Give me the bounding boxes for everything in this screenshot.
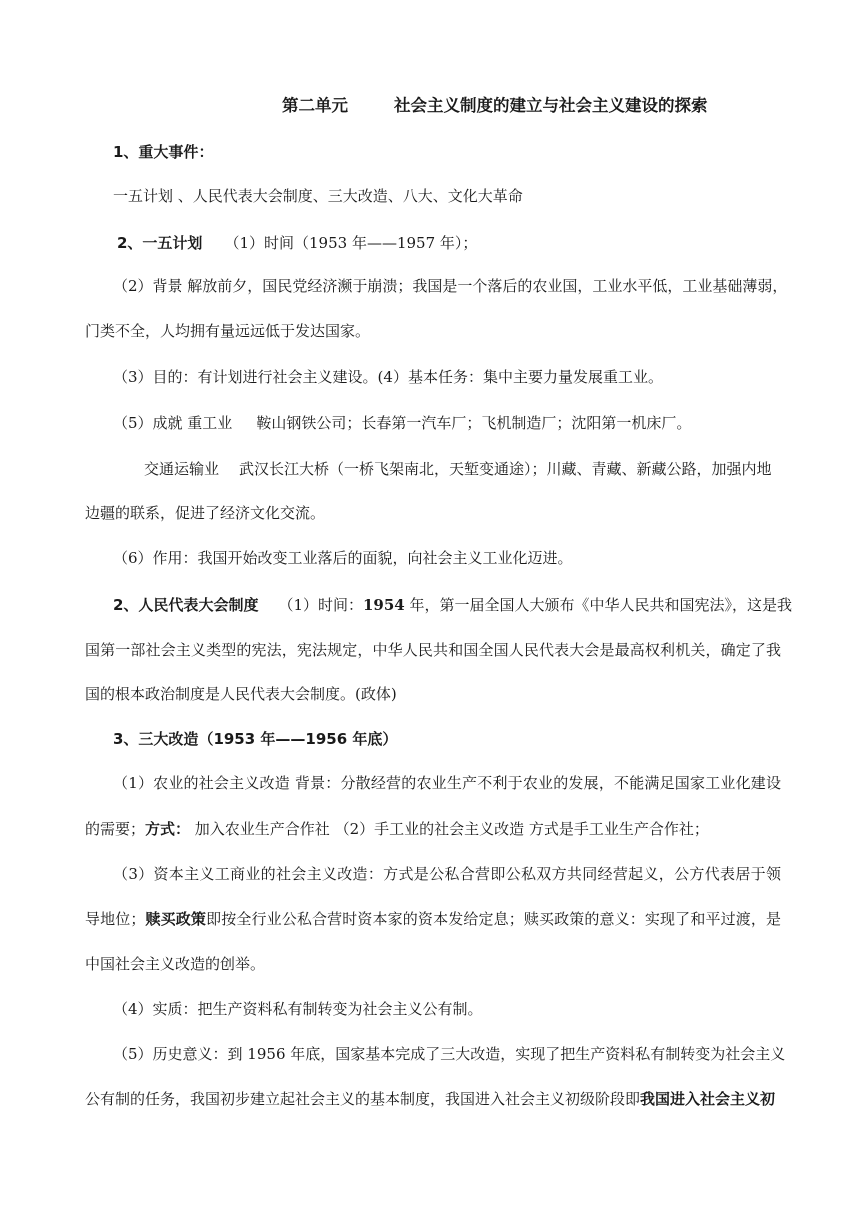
agriculture-reform-line-2 (85, 818, 709, 840)
agriculture-reform-line-1: （1）农业的社会主义改造 背景：分散经营的农业生产不利于农业的发展，不能满足国家工业化建设 (113, 774, 781, 792)
significance-line-2 (85, 1088, 775, 1110)
transport-line-2: 边疆的联系，促进了经济文化交流。 (85, 504, 326, 522)
significance-bold-text: 我国进入社会主义初 (640, 1090, 776, 1108)
title-subject: 社会主义制度的建立与社会主义建设的探索 (394, 96, 708, 115)
section-heading-events: 1、重大事件： (113, 143, 214, 161)
agri-method-rest: 加入农业生产合作社 （2）手工业的社会主义改造 方式是手工业生产合作社； (190, 820, 709, 838)
npc-year: 1954 (363, 596, 405, 614)
purpose-task: （3）目的：有计划进行社会主义建设。(4）基本任务：集中主要力量发展重工业。 (113, 368, 663, 386)
background-line-2: 门类不全，人均拥有量远远低于发达国家。 (85, 322, 371, 340)
five-year-plan-time: （1）时间（1953 年——1957 年）； (224, 234, 478, 252)
background-line-1: （2）背景 解放前夕，国民党经济濒于崩溃；我国是一个落后的农业国，工业水平低，工业基础薄弱， (113, 277, 788, 295)
transport-line-1 (144, 458, 772, 480)
capitalist-reform-line-2 (85, 908, 781, 930)
npc-line-3: 国的根本政治制度是人民代表大会制度。(政体) (85, 685, 397, 703)
heavy-industry-items: 鞍山钢铁公司；长春第一汽车厂；飞机制造厂；沈阳第一机床厂。 (256, 414, 692, 432)
transport-items: 武汉长江大桥（一桥飞架南北，天堑变通途）；川藏、青藏、新藏公路，加强内地 (239, 460, 772, 478)
npc-line-1-rest: 年，第一届全国人大颁布《中华人民共和国宪法》，这是我 (404, 596, 793, 614)
agri-need: 的需要； (85, 820, 146, 838)
significance-text: 公有制的任务，我国初步建立起社会主义的基本制度，我国进入社会主义初级阶段即 (85, 1090, 641, 1108)
redemption-policy-term: 赎买政策 (145, 910, 207, 928)
agri-method-label: 方式： (145, 820, 191, 838)
npc-line-2: 国第一部社会主义类型的宪法，宪法规定，中华人民共和国全国人民代表大会是最高权利机关，确定了我 (85, 641, 781, 659)
transport-label: 交通运输业 (144, 460, 220, 478)
capitalist-reform-line-3: 中国社会主义改造的创举。 (85, 955, 266, 973)
npc-time-label: （1）时间： (278, 596, 363, 614)
title-unit: 第二单元 (282, 96, 348, 115)
events-list: 一五计划 、人民代表大会制度、三大改造、八大、文化大革命 (113, 187, 523, 205)
capitalist-reform-line-1: （3）资本主义工商业的社会主义改造：方式是公私合营即公私双方共同经营起义，公方代表居于领 (113, 865, 781, 883)
page-title (282, 92, 708, 116)
section-heading-npc: 2、人民代表大会制度 (113, 596, 259, 614)
cap-leadership: 导地位； (85, 910, 146, 928)
section-heading-three-reforms: 3、三大改造（1953 年——1956 年底） (113, 730, 398, 748)
achievements-heavy-industry (113, 412, 691, 434)
npc-line-1 (113, 594, 793, 616)
five-year-plan-heading-line (117, 232, 477, 254)
cap-redemption-rest: 即按全行业公私合营时资本家的资本发给定息；赎买政策的意义：实现了和平过渡，是 (206, 910, 781, 928)
achievements-label: （5）成就 重工业 (113, 414, 233, 432)
section-heading-five-year-plan: 2、一五计划 (117, 234, 203, 252)
five-year-plan-effect: （6）作用：我国开始改变工业落后的面貌，向社会主义工业化迈进。 (113, 549, 573, 567)
significance-line-1: （5）历史意义：到 1956 年底，国家基本完成了三大改造，实现了把生产资料私有制转变为社会主义 (113, 1045, 786, 1063)
reform-essence: （4）实质：把生产资料私有制转变为社会主义公有制。 (113, 1000, 483, 1018)
